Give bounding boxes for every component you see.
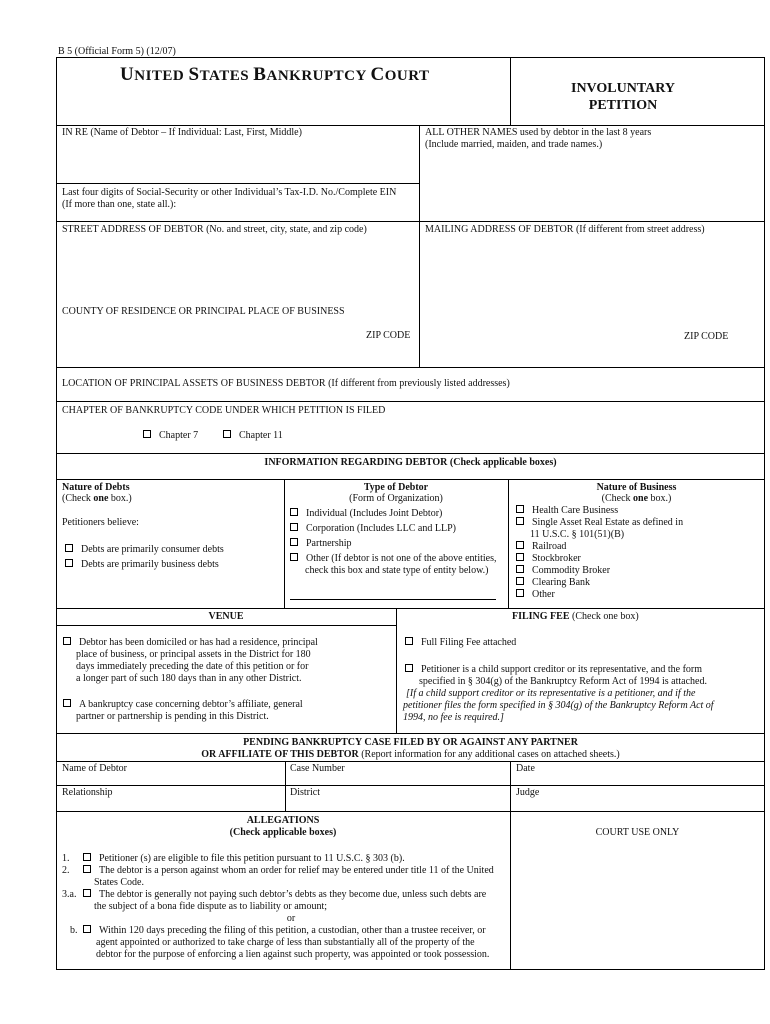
chapter-heading: CHAPTER OF BANKRUPTCY CODE UNDER WHICH PETITION IS FILED xyxy=(62,405,386,416)
district-label: District xyxy=(290,787,320,798)
date-label: Date xyxy=(516,763,535,774)
corporation-option[interactable]: Corporation (Includes LLC and LLP) xyxy=(290,523,456,535)
commodity-broker-option[interactable]: Commodity Broker xyxy=(516,565,610,577)
allegation-3b-line2: agent appointed or authorized to take charge of less than substantially all of the property of the xyxy=(96,937,475,948)
allegation-3b-num: b. xyxy=(70,925,78,936)
single-asset-option[interactable]: Single Asset Real Estate as defined in xyxy=(516,517,683,529)
allegation-2-option[interactable]: The debtor is a person against whom an order for relief may be entered under title 11 of the United xyxy=(83,865,494,877)
petitioners-believe: Petitioners believe: xyxy=(62,517,139,528)
allegation-3b-option[interactable]: Within 120 days preceding the filing of this petition, a custodian, other than a trustee receiver, or xyxy=(83,925,486,937)
court-use-only: COURT USE ONLY xyxy=(595,827,680,838)
checkbox-icon[interactable] xyxy=(516,505,524,513)
pending-heading-1: PENDING BANKRUPTCY CASE FILED BY OR AGAINST ANY PARTNER xyxy=(243,737,578,748)
allegations-sub: (Check applicable boxes) xyxy=(229,827,337,838)
zip-code-left: ZIP CODE xyxy=(366,330,411,341)
name-of-debtor-label: Name of Debtor xyxy=(62,763,127,774)
clearing-bank-option[interactable]: Clearing Bank xyxy=(516,577,590,589)
allegation-3a-option[interactable]: The debtor is generally not paying such debtor’s debts as they become due, unless such debts are xyxy=(83,889,486,901)
partnership-option[interactable]: Partnership xyxy=(290,538,352,550)
checkbox-icon[interactable] xyxy=(516,565,524,573)
other-names-note: (Include married, maiden, and trade names.) xyxy=(425,139,603,150)
business-debts-option[interactable]: Debts are primarily business debts xyxy=(65,559,219,571)
checkbox-icon[interactable] xyxy=(65,559,73,567)
health-care-option[interactable]: Health Care Business xyxy=(516,505,618,517)
checkbox-icon[interactable] xyxy=(83,889,91,897)
individual-option[interactable]: Individual (Includes Joint Debtor) xyxy=(290,508,442,520)
checkbox-icon[interactable] xyxy=(290,538,298,546)
other-entity-option[interactable]: Other (If debtor is not one of the above entities, xyxy=(290,553,497,565)
checkbox-icon[interactable] xyxy=(63,637,71,645)
venue-domicile-line4: a longer part of such 180 days than in any other District. xyxy=(76,673,302,684)
type-of-debtor-title: Type of Debtor xyxy=(363,482,429,493)
chapter-11-option[interactable]: Chapter 11 xyxy=(223,430,283,442)
other-names-label: ALL OTHER NAMES used by debtor in the last 8 years xyxy=(425,127,652,138)
type-of-debtor-sub: (Form of Organization) xyxy=(349,493,443,504)
ssn-note: (If more than one, state all.): xyxy=(62,199,177,210)
pending-heading-2: OR AFFILIATE OF THIS DEBTOR (Report information for any additional cases on attached sheets.) xyxy=(201,749,620,760)
allegation-1-option[interactable]: Petitioner (s) are eligible to file this petition pursuant to 11 U.S.C. § 303 (b). xyxy=(83,853,405,865)
allegation-1-num: 1. xyxy=(62,853,70,864)
checkbox-icon[interactable] xyxy=(290,523,298,531)
fee-note-line3: 1994, no fee is required.] xyxy=(403,712,504,723)
judge-label: Judge xyxy=(516,787,540,798)
form-id: B 5 (Official Form 5) (12/07) xyxy=(58,46,176,57)
venue-domicile-option[interactable]: Debtor has been domiciled or has had a residence, principal xyxy=(63,637,318,649)
allegations-title: ALLEGATIONS xyxy=(246,815,320,826)
in-re-label: IN RE (Name of Debtor – If Individual: Last, First, Middle) xyxy=(62,127,302,138)
fee-note-line1: [If a child support creditor or its representative is a petitioner, and if the xyxy=(406,688,696,699)
allegation-3a-line2: the subject of a bona fide dispute as to liability or amount; xyxy=(94,901,328,912)
county-label: COUNTY OF RESIDENCE OR PRINCIPAL PLACE OF BUSINESS xyxy=(62,306,345,317)
location-label: LOCATION OF PRINCIPAL ASSETS OF BUSINESS DEBTOR (If different from previously listed addresses) xyxy=(62,378,510,389)
full-fee-option[interactable]: Full Filing Fee attached xyxy=(405,637,516,649)
nature-of-debts-title: Nature of Debts xyxy=(62,482,130,493)
checkbox-icon[interactable] xyxy=(516,577,524,585)
checkbox-icon[interactable] xyxy=(516,517,524,525)
checkbox-icon[interactable] xyxy=(143,430,151,438)
zip-code-right: ZIP CODE xyxy=(684,331,729,342)
nature-of-debts-sub: (Check one box.) xyxy=(62,493,132,504)
nature-of-business-title: Nature of Business xyxy=(596,482,677,493)
other-business-option[interactable]: Other xyxy=(516,589,555,601)
venue-domicile-line3: days immediately preceding the date of this petition or for xyxy=(76,661,309,672)
mailing-address-label: MAILING ADDRESS OF DEBTOR (If different from street address) xyxy=(425,224,705,235)
street-address-label: STREET ADDRESS OF DEBTOR (No. and street, city, state, and zip code) xyxy=(62,224,367,235)
relationship-label: Relationship xyxy=(62,787,113,798)
filing-fee-heading: FILING FEE (Check one box) xyxy=(512,611,639,622)
railroad-option[interactable]: Railroad xyxy=(516,541,566,553)
consumer-debts-option[interactable]: Debts are primarily consumer debts xyxy=(65,544,224,556)
venue-affiliate-option[interactable]: A bankruptcy case concerning debtor’s affiliate, general xyxy=(63,699,303,711)
child-support-line2: specified in § 304(g) of the Bankruptcy Reform Act of 1994 is attached. xyxy=(419,676,707,687)
stockbroker-option[interactable]: Stockbroker xyxy=(516,553,581,565)
checkbox-icon[interactable] xyxy=(516,553,524,561)
allegation-2-num: 2. xyxy=(62,865,70,876)
single-asset-cite: 11 U.S.C. § 101(51)(B) xyxy=(530,529,625,540)
checkbox-icon[interactable] xyxy=(405,637,413,645)
checkbox-icon[interactable] xyxy=(83,853,91,861)
petition-title-1: INVOLUNTARY xyxy=(571,81,675,96)
case-number-label: Case Number xyxy=(290,763,345,774)
ssn-label: Last four digits of Social-Security or other Individual’s Tax-I.D. No./Complete EIN xyxy=(62,187,397,198)
info-heading: INFORMATION REGARDING DEBTOR (Check applicable boxes) xyxy=(264,457,557,468)
nature-of-business-sub: (Check one box.) xyxy=(601,493,672,504)
venue-affiliate-line2: partner or partnership is pending in this District. xyxy=(76,711,269,722)
other-entity-line[interactable] xyxy=(290,599,496,600)
allegation-3b-line3: debtor for the purpose of enforcing a lien against such property, was appointed or took possession. xyxy=(96,949,490,960)
child-support-option[interactable]: Petitioner is a child support creditor or its representative, and the form xyxy=(405,664,702,676)
court-title: UNITED STATES BANKRUPTCY COURT xyxy=(120,64,430,85)
allegation-or: or xyxy=(286,913,296,924)
checkbox-icon[interactable] xyxy=(63,699,71,707)
other-entity-note: check this box and state type of entity below.) xyxy=(305,565,489,576)
checkbox-icon[interactable] xyxy=(65,544,73,552)
checkbox-icon[interactable] xyxy=(516,541,524,549)
venue-domicile-line2: place of business, or principal assets in the District for 180 xyxy=(76,649,311,660)
fee-note-line2: petitioner files the form specified in § 304(g) of the Bankruptcy Reform Act of xyxy=(403,700,714,711)
petition-title-2: PETITION xyxy=(588,98,658,113)
chapter-7-option[interactable]: Chapter 7 xyxy=(143,430,198,442)
checkbox-icon[interactable] xyxy=(516,589,524,597)
checkbox-icon[interactable] xyxy=(290,553,298,561)
checkbox-icon[interactable] xyxy=(405,664,413,672)
allegation-2-line2: States Code. xyxy=(94,877,144,888)
venue-heading: VENUE xyxy=(208,611,244,622)
checkbox-icon[interactable] xyxy=(223,430,231,438)
checkbox-icon[interactable] xyxy=(83,865,91,873)
checkbox-icon[interactable] xyxy=(83,925,91,933)
checkbox-icon[interactable] xyxy=(290,508,298,516)
allegation-3a-num: 3.a. xyxy=(62,889,77,900)
